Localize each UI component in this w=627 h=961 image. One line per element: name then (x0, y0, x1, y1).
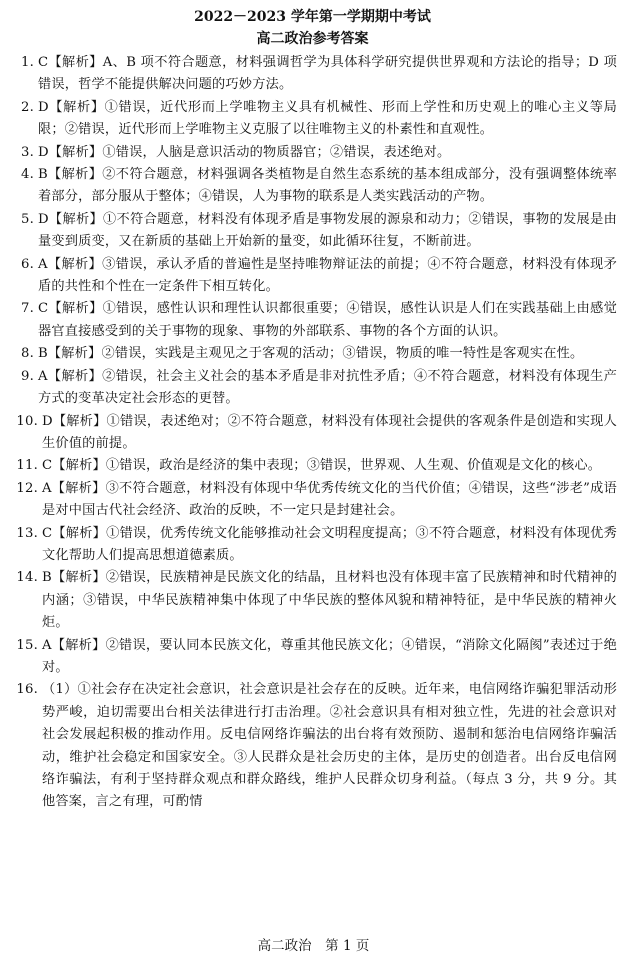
item-text: C【解析】A、B 项不符合题意，材料强调哲学为具体科学研究提供世界观和方法论的指导；D 项错误，哲学不能提供解决问题的巧妙方法。 (38, 55, 617, 93)
item-text: D【解析】①错误，表述绝对；②不符合题意，材料没有体现社会提供的客观条件是创造和实现人生价值的前提。 (42, 413, 617, 451)
item-number: 2. (21, 99, 34, 115)
answer-item-6 (8, 254, 617, 299)
answer-item-10 (8, 411, 617, 456)
answer-item-4 (8, 164, 617, 209)
answer-item-15 (8, 635, 617, 680)
item-text: D【解析】①错误，近代形而上学唯物主义具有机械性、形而上学性和历史观上的唯心主义等局限；②错误，近代形而上学唯物主义克服了以往唯物主义的朴素性和直观性。 (38, 99, 617, 138)
answer-item-16 (8, 679, 617, 813)
answer-item-9 (8, 366, 617, 411)
item-number: 13. (16, 525, 38, 541)
answer-item-3 (8, 142, 617, 164)
item-text: A【解析】③不符合题意，材料没有体现中华优秀传统文化的当代价值；④错误，这些“涉老”成语是对中国古代社会经济、政治的反映，不一定只是封建社会。 (42, 480, 617, 519)
answer-item-13 (8, 523, 617, 568)
item-text: B【解析】②错误，民族精神是民族文化的结晶，且材料也没有体现丰富了民族精神和时代精神的内涵；③错误，中华民族精神集中体现了中华民族的整体风貌和精神特征，是中华民族的精神火炬。 (42, 570, 617, 631)
answer-item-7 (8, 298, 617, 343)
document-title: 高二政治参考答案 (256, 31, 369, 47)
item-text: A【解析】②错误，社会主义社会的基本矛盾是非对抗性矛盾；④不符合题意，材料没有体现生产方式的变革决定社会形态的更替。 (38, 368, 617, 407)
item-number: 5. (21, 211, 34, 227)
item-number: 6. (21, 256, 34, 272)
item-text: C【解析】①错误，政治是经济的集中表现；③错误，世界观、人生观、价值观是文化的核心。 (42, 458, 602, 474)
answer-item-11 (8, 455, 617, 477)
item-text: D【解析】①不符合题意，材料没有体现矛盾是事物发展的源泉和动力；②错误，事物的发展是由量变到质变，又在新质的基础上开始新的量变，如此循环往复，不断前进。 (38, 211, 617, 250)
answer-list (8, 52, 617, 814)
answer-item-1 (8, 52, 617, 97)
item-number: 7. (21, 301, 34, 317)
item-number: 1. (21, 55, 34, 70)
item-number: 8. (21, 346, 34, 362)
answer-item-5 (8, 209, 617, 254)
item-number: 16. (16, 682, 38, 698)
item-number: 9. (21, 368, 34, 384)
item-text: A【解析】③错误，承认矛盾的普遍性是坚持唯物辩证法的前提；④不符合题意，材料没有体现矛盾的共性和个性在一定条件下相互转化。 (38, 256, 617, 295)
item-text: C【解析】①错误，优秀传统文化能够推动社会文明程度提高；③不符合题意，材料没有体现优秀文化帮助人们提高思想道德素质。 (42, 525, 617, 563)
item-text: D【解析】①错误，人脑是意识活动的物质器官；②错误，表述绝对。 (38, 144, 451, 160)
exam-title: 2022－2023 学年第一学期期中考试 (194, 9, 431, 25)
item-text: C【解析】①错误，感性认识和理性认识都很重要；④错误，感性认识是人们在实践基础上由感觉器官直接感受到的关于事物的现象、事物的外部联系、事物的各个方面的认识。 (38, 301, 617, 339)
item-text: （1）①社会存在决定社会意识，社会意识是社会存在的反映。近年来，电信网络诈骗犯罪活动形势严峻，迫切需要出台相关法律进行打击治理。②社会意识具有相对独立性，先进的社会意识对社会发展起积极的推动作用。反电信网络诈骗法的出台将有效预防、遏制和惩治电信网络诈骗活动，维护社会稳定和国家安全。③人民群众是社会历史的主体，是历史的创造者。出台反电信网络诈骗法，有利于坚持群众观点和群众路线，维护人民群众切身利益。（每点 3 分，共 9 分。其他答案，言之有理，可酌情 (42, 682, 617, 810)
answer-item-2 (8, 97, 617, 142)
item-number: 10. (16, 413, 38, 429)
item-text: B【解析】②错误，实践是主观见之于客观的活动；③错误，物质的唯一特性是客观实在性。 (38, 346, 584, 362)
item-number: 4. (21, 167, 34, 183)
answer-item-8 (8, 343, 617, 365)
answer-item-12 (8, 478, 617, 523)
item-number: 14. (16, 570, 38, 586)
item-text: B【解析】②不符合题意，材料强调各类植物是自然生态系统的基本组成部分，没有强调整体统率着部分，部分服从于整体；④错误，人为事物的联系是人类实践活动的产物。 (38, 167, 617, 205)
item-text: A【解析】②错误，要认同本民族文化，尊重其他民族文化；④错误，“消除文化隔阂”表述过于绝对。 (42, 637, 617, 675)
item-number: 15. (16, 637, 38, 653)
item-number: 12. (16, 480, 38, 496)
answer-item-14 (8, 567, 617, 634)
page-footer: 高二政治 第 1 页 (257, 938, 370, 954)
item-number: 3. (21, 144, 34, 160)
item-number: 11. (16, 458, 38, 474)
